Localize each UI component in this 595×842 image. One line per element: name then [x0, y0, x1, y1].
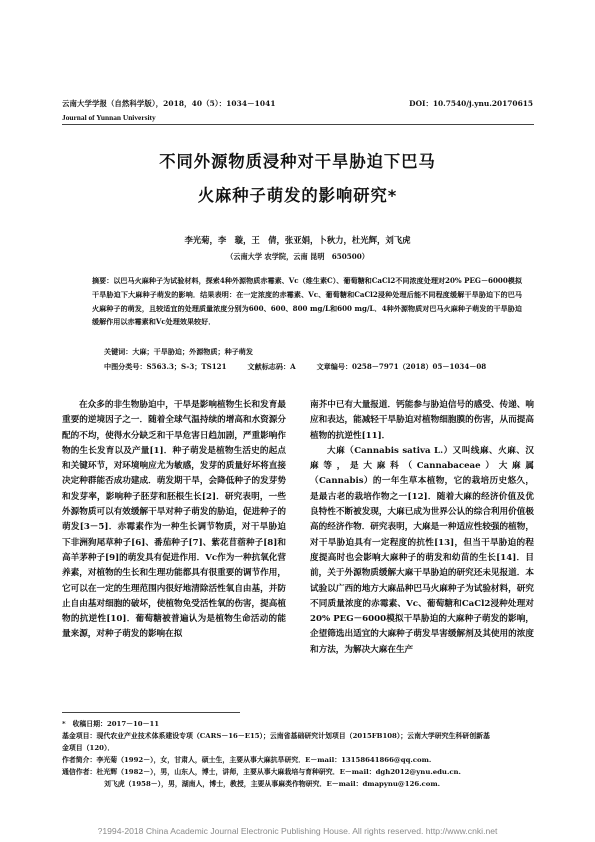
classification-line — [104, 362, 486, 372]
document-code: 文献标志码：A — [247, 362, 296, 371]
author-bio-2: 刘飞虎（1958－），男，湖南人，博士，教授，主要从事麻类作物研究．E－mail：dmapynu@126.com. — [104, 780, 441, 788]
article-number: 文章编号：0258－7971（2018）05－1034－08 — [316, 362, 487, 371]
fund-info-cont: 金项目（120）． — [62, 744, 115, 752]
corresponding-author: 通信作者：杜光辉（1982－），男，山东人，博士，讲师，主要从事大麻栽培与育种研究．E－mail：dgh2012@ynu.edu.cn. — [62, 768, 461, 776]
doi: DOI：10.7540/j.ynu.20170615 — [409, 99, 533, 108]
author-list: 李光菊，李 璇，王 倩，张亚娟，卜秋力，杜光辉，刘飞虎 — [184, 235, 411, 245]
fund-info: 基金项目：现代农业产业技术体系建设专项（CARS－16－E15）；云南省基础研究计划项目（2015FB108）；云南大学研究生科研创新基 — [62, 732, 490, 740]
affiliation: （云南大学 农学院，云南 昆明 650500） — [226, 252, 369, 261]
journal-name-en: Journal of Yunnan University — [62, 113, 156, 122]
body-right-column — [310, 398, 534, 658]
body-paragraph: 大麻（Cannabis sativa L.）又叫线麻、火麻、汉麻等，是大麻科（Cannabaceae）大麻属（Cannabis）的一年生草本植物，它的栽培历史悠久，是最古老的栽培作物之一[12]．随着大麻的经济价值及优良特性不断被发现，大麻已成为世界公认的综合利用价值极高的经济作物．研究表明，大麻是一种适应性较强的植物，对干旱胁迫具有一定程度的抗性[13]，但当干旱胁迫的程度提高时也会影响大麻种子的萌发和幼苗的生长[14]．目前，关于外源物质缓解大麻干旱胁迫的研究还未见报道．本试验以广西的地方大麻品种巴马火麻种子为试验材料，研究不同质量浓度的赤霉素、Vc、葡萄糖和CaCl2浸种处理对20% PEG－6000模拟干旱胁迫的大麻种子萌发的影响，企望筛选出适宜的大麻种子萌发旱害缓解剂及其使用的浓度和方法，为解决大麻在生产 — [310, 445, 534, 655]
paper-title-line1: 不同外源物质浸种对干旱胁迫下巴马 — [159, 152, 436, 171]
keywords: 关键词：大麻；干旱胁迫；外源物质；种子萌发 — [104, 347, 253, 356]
body-paragraph: 在众多的非生物胁迫中，干旱是影响植物生长和发育最重要的逆境因子之一．随着全球气温持续的增高和水资源分配的不均，使得水分缺乏和干旱危害日趋加剧，严重影响作物的生长发育以及产量[1]．种子萌发是植物生活史的起点和关键环节，对环境响应尤为敏感，发芽的质量好坏将直接决定种群能否成功建成．萌发期干旱，会降低种子的发芽势和发芽率，影响种子胚芽和胚根生长[2]．研究表明，一些外源物质可以有效缓解干旱对种子萌发的胁迫，促进种子的萌发[3－5]．赤霉素作为一种生长调节物质，对干旱胁迫下非洲狗尾草种子[6]、番茄种子[7]、紫花苜蓿种子[8]和高羊茅种子[9]的萌发具有促进作用．Vc作为一种抗氧化营养素，对植物的生长和生理功能都具有很重要的调节作用，它可以在一定的生理范围内很好地清除活性氧自由基，并防止自由基对细胞的破坏，使植物免受活性氧的伤害，提高植物的抗逆性[10]．葡萄糖被普遍认为是植物生命活动的能量来源，对种子萌发的影响在拟 — [62, 400, 286, 640]
clc-number: 中图分类号：S563.3；S-3；TS121 — [104, 362, 227, 371]
body-paragraph: 南芥中已有大量报道．钙能参与胁迫信号的感受、传递、响应和表达，能减轻干旱胁迫对植物细胞膜的伤害，从而提高植物的抗逆性[11]． — [310, 400, 534, 441]
author-bio: 作者简介：李光菊（1992－），女，甘肃人，硕士生，主要从事大麻抗旱研究．E－mail：13158641866@qq.com. — [62, 756, 432, 764]
body-left-column — [62, 398, 286, 643]
header-rule — [62, 124, 534, 125]
journal-citation: 云南大学学报（自然科学版），2018，40（5）：1034－1041 — [62, 99, 276, 108]
received-date: * 收稿日期：2017－10－11 — [62, 720, 160, 728]
copyright-line: ?1994-2018 China Academic Journal Electronic Publishing House. All rights reserved. http://www.cnki.net — [97, 826, 498, 836]
footnote-rule — [62, 712, 240, 713]
abstract: 摘要：以巴马火麻种子为试验材料，探索4种外源物质赤霉素、Vc（维生素C）、葡萄糖和CaCl2不同浓度处理对20% PEG－6000模拟干旱胁迫下大麻种子萌发的影响．结果表明：在一定浓度的赤霉素、Vc、葡萄糖和CaCl2浸种处理后能不同程度缓解干旱胁迫下的巴马火麻种子的萌发，且较适宜的处理质量浓度分别为600、600、800 mg/L和600 mg/L．4种外源物质对巴马火麻种子萌发的干旱胁迫缓解作用以赤霉素和Vc处理效果较好． — [92, 276, 522, 327]
paper-title-line2: 火麻种子萌发的影响研究* — [197, 186, 398, 205]
footnotes — [62, 718, 534, 790]
